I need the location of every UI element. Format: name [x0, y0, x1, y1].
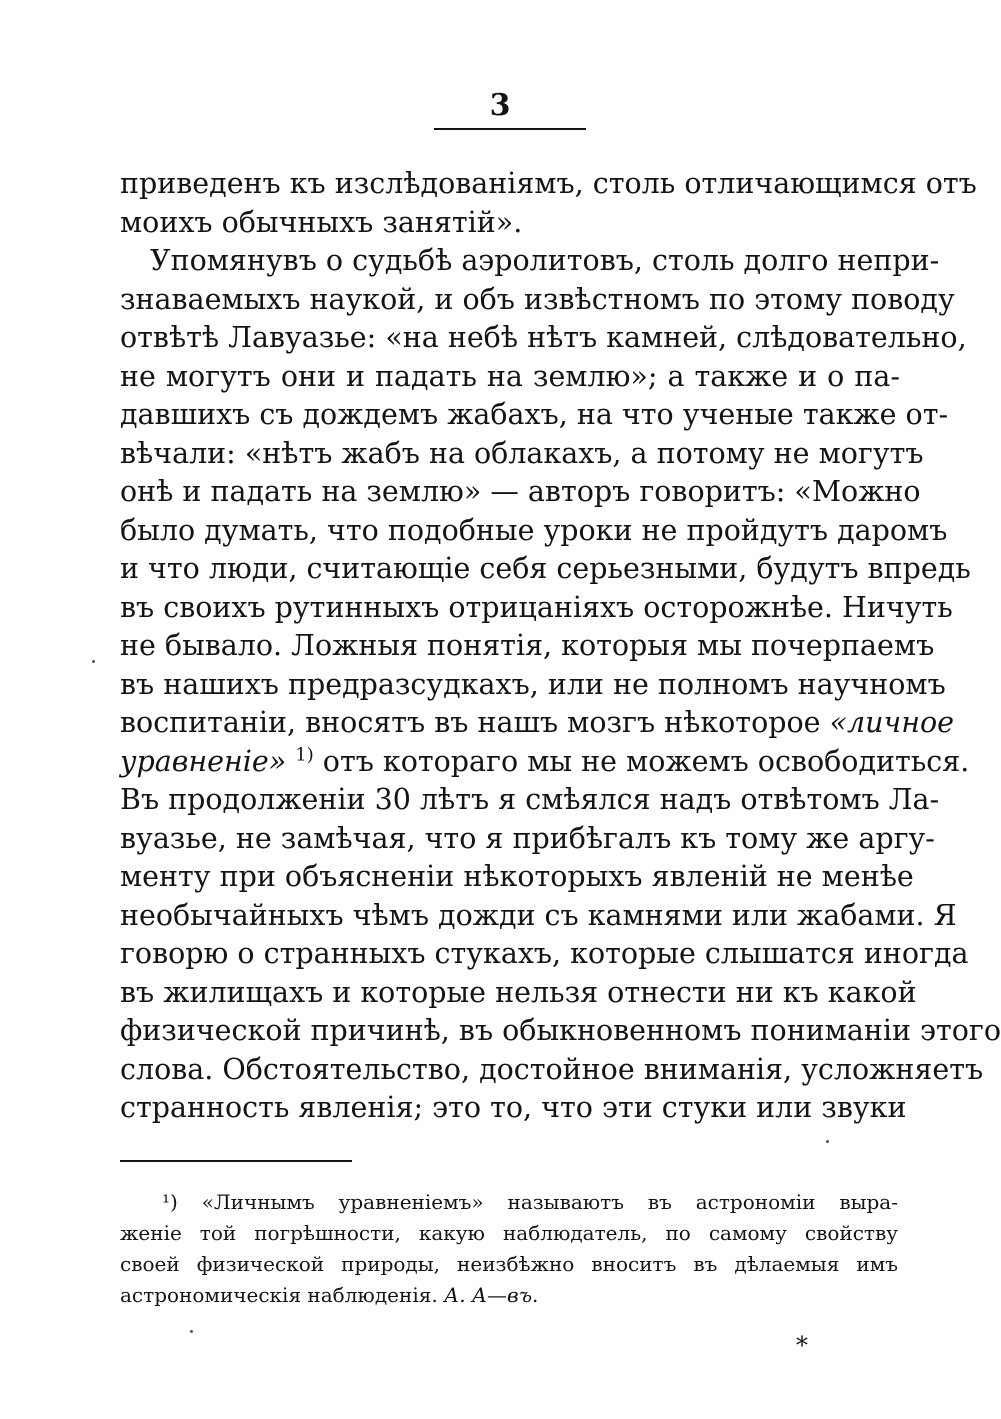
text-line: въ своихъ рутинныхъ отрицаніяхъ осторожнѣе. Ничуть [120, 590, 953, 624]
text-line-with-italic [120, 704, 955, 743]
text-line: вуазье, не замѣчая, что я прибѣгалъ къ тому же аргу- [120, 821, 935, 855]
footnote-line: женіе той погрѣшности, какую наблюдатель, по самому свойству [120, 1221, 898, 1245]
text-line: было думать, что подобные уроки не пройдутъ даромъ [120, 513, 948, 547]
text-line: въ нашихъ предразсудкахъ, или не полномъ научномъ [120, 667, 946, 701]
footnote-rule [120, 1160, 352, 1162]
text-line: Въ продолженіи 30 лѣтъ я смѣялся надъ отвѣтомъ Ла- [120, 783, 940, 816]
text-line: странность явленія; это то, что эти стуки или звуки [120, 1091, 907, 1124]
text-line: слова. Обстоятельство, достойное вниманія, усложняетъ [120, 1052, 984, 1086]
text-line: въ жилищахъ и которые нельзя отнести ни къ какой [120, 975, 917, 1009]
text-line: Упомянувъ о судьбѣ аэролитовъ, столь долго непри- [150, 244, 940, 277]
footnote-text: астрономическія наблюденія. [120, 1283, 438, 1307]
footnote-line: ¹) «Личнымъ уравненіемъ» называютъ въ астрономіи выра- [162, 1190, 898, 1214]
footnote-signature: А. А—въ. [444, 1283, 539, 1307]
text-line: отвѣтѣ Лавуазье: «на небѣ нѣтъ камней, слѣдовательно, [120, 321, 967, 354]
print-speck [190, 1330, 193, 1333]
italic-term-start: «личное [829, 706, 955, 739]
footnote-line-last [120, 1280, 898, 1311]
footnote [120, 1187, 898, 1311]
text-segment: воспитаніи, вносятъ въ нашъ мозгъ нѣкоторое [120, 706, 821, 739]
text-line: физической причинѣ, въ обыкновенномъ пониманіи этого [120, 1014, 1001, 1047]
footnote-marker[interactable]: 1) [295, 744, 314, 765]
text-line: приведенъ къ изслѣдованіямъ, столь отличающимся отъ [120, 167, 977, 200]
body-text [120, 165, 1001, 1128]
text-line: вѣчали: «нѣтъ жабъ на облакахъ, а потому не могутъ [120, 436, 924, 470]
text-line: и что люди, считающіе себя серьезными, будутъ впредь [120, 552, 971, 585]
asterisk-ornament: ⁎ [796, 1324, 808, 1352]
text-line: онѣ и падать на землю» — авторъ говоритъ: «Можно [120, 475, 921, 508]
text-line: давшихъ съ дождемъ жабахъ, на что ученые также от- [120, 398, 949, 431]
page-number: 3 [489, 88, 511, 123]
text-line: не бывало. Ложныя понятія, которыя мы почерпаемъ [120, 629, 935, 662]
italic-term-end: уравненіе» [120, 744, 287, 778]
print-speck [826, 1140, 829, 1143]
text-segment: отъ котораго мы не можемъ освободиться. [322, 744, 970, 778]
page-number-rule [434, 128, 586, 130]
text-line: моихъ обычныхъ занятій». [120, 205, 523, 239]
text-line-with-footnote [120, 743, 970, 782]
text-line: не могутъ они и падать на землю»; а также и о па- [120, 359, 900, 393]
print-speck [92, 660, 95, 663]
text-line: менту при объясненіи нѣкоторыхъ явленій не менѣе [120, 860, 914, 893]
footnote-line: своей физической природы, неизбѣжно вноситъ въ дѣлаемыя имъ [120, 1252, 898, 1276]
text-line: знаваемыхъ наукой, и объ извѣстномъ по этому поводу [120, 282, 955, 316]
text-line: говорю о странныхъ стукахъ, которые слышатся иногда [120, 937, 969, 970]
text-line: необычайныхъ чѣмъ дожди съ камнями или жабами. Я [120, 898, 957, 932]
